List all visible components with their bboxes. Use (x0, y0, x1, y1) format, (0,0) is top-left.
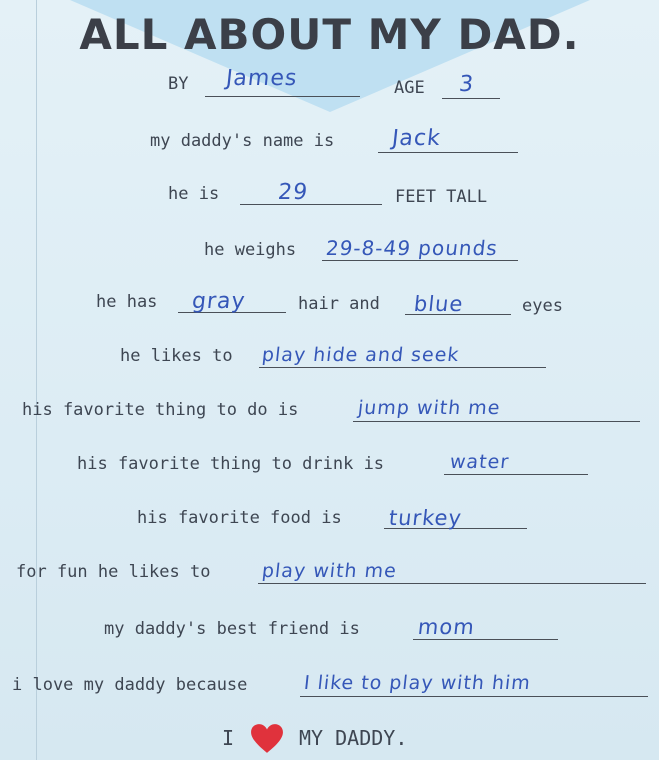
blank-likes[interactable] (259, 367, 546, 368)
blank-best-friend[interactable] (413, 639, 558, 640)
prompt-height: he is (168, 184, 220, 204)
blank-height[interactable] (240, 204, 382, 205)
hair-and-label: hair and (298, 294, 380, 314)
answer-favorite-thing: jump with me (356, 397, 502, 419)
answer-name: Jack (390, 126, 443, 151)
prompt-weight: he weighs (204, 240, 297, 260)
answer-hair: gray (190, 289, 247, 314)
prompt-likes: he likes to (120, 346, 233, 366)
prompt-favorite-thing: his favorite thing to do is (22, 400, 299, 420)
prompt-fun: for fun he likes to (16, 562, 211, 582)
blank-favorite-thing[interactable] (353, 421, 640, 422)
blank-because[interactable] (300, 696, 648, 697)
age-label: AGE (394, 78, 425, 98)
answer-eyes: blue (412, 292, 465, 316)
answer-likes: play hide and seek (260, 344, 461, 366)
age-answer: 3 (457, 72, 476, 97)
prompt-food: his favorite food is (137, 508, 342, 528)
footer-my-daddy: MY DADDY. (299, 726, 408, 750)
answer-because: I like to play with him (302, 672, 532, 694)
blank-name[interactable] (378, 152, 518, 153)
answer-weight: 29-8-49 pounds (324, 236, 500, 260)
answer-drink: water (448, 451, 511, 473)
prompt-name: my daddy's name is (150, 131, 335, 151)
age-blank[interactable] (442, 98, 500, 99)
page-title: ALL ABOUT MY DAD. (79, 10, 580, 59)
name-blank[interactable] (205, 96, 360, 97)
answer-best-friend: mom (416, 615, 477, 639)
answer-food: turkey (387, 506, 464, 530)
prompt-hair: he has (96, 292, 158, 312)
blank-drink[interactable] (444, 474, 588, 475)
footer-i: I (222, 726, 235, 750)
by-label: BY (168, 74, 189, 94)
name-answer: James (224, 66, 299, 91)
blank-weight[interactable] (322, 260, 518, 261)
prompt-best-friend: my daddy's best friend is (104, 619, 360, 639)
answer-fun: play with me (260, 560, 398, 582)
answer-height: 29 (276, 180, 310, 205)
eyes-label: eyes (522, 296, 563, 316)
prompt-because: i love my daddy because (12, 675, 248, 695)
heart-icon (250, 722, 284, 756)
prompt-drink: his favorite thing to drink is (77, 454, 385, 474)
margin-line (36, 0, 37, 760)
height-unit: FEET TALL (395, 187, 488, 207)
blank-fun[interactable] (258, 583, 646, 584)
